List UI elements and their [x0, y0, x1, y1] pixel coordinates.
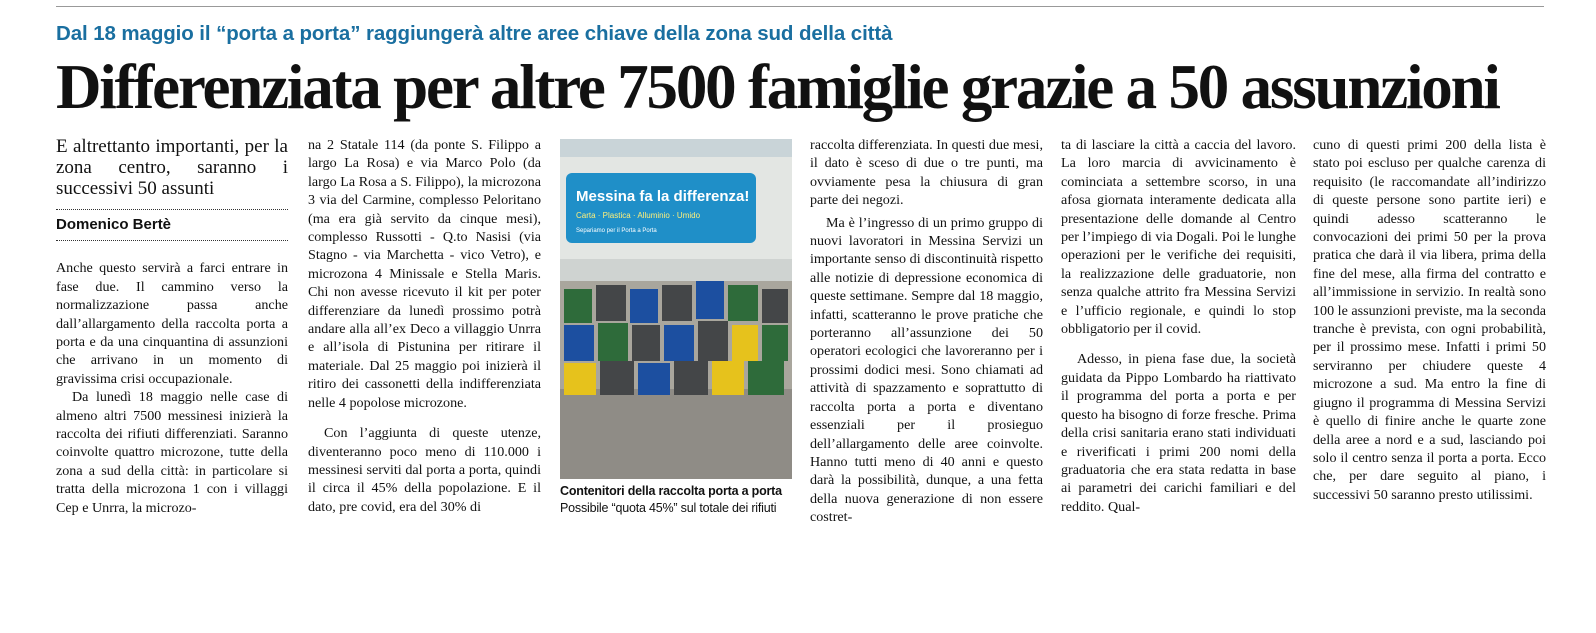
dotted-divider — [56, 209, 288, 210]
photo-banner-subtext: Carta · Plastica · Alluminio · Umido — [576, 211, 701, 220]
column-2 — [308, 136, 541, 516]
paragraph: Ma è l’ingresso di un primo gruppo di nuovi lavoratori in Messina Servizi un importante senso di discontinuità rispetto alle notizie di depressione economica di queste settimane. Sempre dal 18 maggio, infatti, scatteranno le prove pratiche che porteranno all’assunzione dei 50 operatori ecologici che lavoreranno per i prossimi dodici mesi. Sono chiamati ad attività di spazzamento e soprattutto di raccolta porta a porta e diventano essenziali per il prosieguo dell’allargamento delle aree coinvolte. Hanno tutti meno di 40 anni e questo darà la possibilità, dunque, a una fetta della nuova generazione di non essere costret- — [810, 214, 1043, 526]
article-author: Domenico Bertè — [56, 216, 172, 233]
photo-banner-text: Messina fa la differenza! — [576, 188, 750, 205]
bin — [732, 325, 758, 361]
bin — [638, 363, 670, 395]
bin — [596, 285, 626, 321]
photo-truck-stripe — [560, 259, 792, 281]
bin — [698, 321, 728, 361]
article-photo — [560, 139, 792, 479]
dotted-divider — [56, 240, 288, 241]
bin — [630, 289, 658, 323]
bin — [664, 325, 694, 361]
column-3 — [810, 136, 1043, 527]
paragraph: Anche questo servirà a farci entrare in fase due. Il cammino verso la normalizzazione passa anche dall’allargamento della raccolta porta a porta e da una cinquantina di assunzioni che arrivano in un momento di gravissima crisi occupazionale. — [56, 260, 288, 387]
bin — [748, 361, 784, 395]
bin — [712, 361, 744, 395]
column-5 — [1313, 136, 1546, 504]
photo-ground — [560, 389, 792, 479]
bin — [600, 361, 634, 395]
bin — [564, 363, 596, 395]
bin — [762, 289, 788, 323]
column-1 — [56, 136, 288, 517]
photo-caption-title: Contenitori della raccolta porta a porta — [560, 484, 782, 498]
photo-caption-text: Possibile “quota 45%” sul totale dei rifiuti — [560, 501, 777, 515]
paragraph: Con l’aggiunta di queste utenze, diventeranno poco meno di 110.000 i messinesi serviti dal porta a porta, quindi il circa il 45% della popolazione. E il dato, pre covid, era del 30% di — [308, 425, 541, 515]
bin — [762, 325, 788, 361]
bin — [662, 285, 692, 321]
paragraph: na 2 Statale 114 (da ponte S. Filippo a largo La Rosa) e via Marco Polo (da largo La Rosa a S. Filippo), la microzona 3 via del Carmine, complesso Peloritano (ma era già servito da cinque mesi), complesso Russotti - Q.to Nasisi (via Stagno - via Marchetta - vico Vetro), e microzona 4 Minissale e Stella Maris. Chi non avesse ricevuto il kit per poter differenziare da lunedì prossimo potrà andare alla all’ex Deco a villaggio Unrra e all’isola di Pistunina per ritirare il materiale. Dal 25 maggio poi inizierà il ritiro dei cassonetti della indifferenziata nelle 4 popolose microzone. — [308, 137, 541, 411]
paragraph: Da lunedì 18 maggio nelle case di almeno altri 7500 messinesi inizierà la raccolta dei rifiuti differenziati. Saranno coinvolte quattro microzone, tutte della zona a sud della città: in particolare si tratta della microzona 1 con i villaggi Cep e Unrra, la microzo- — [56, 389, 288, 516]
article-headline: Differenziata per altre 7500 famiglie grazie a 50 assunzioni — [56, 52, 1499, 122]
bin — [728, 285, 758, 321]
waste-bins — [564, 281, 788, 395]
article-kicker: Dal 18 maggio il “porta a porta” raggiungerà altre aree chiave della zona sud della città — [56, 22, 893, 45]
paragraph: cuno di questi primi 200 della lista è stato poi escluso per qualche carenza di requisito (le raccomandate all’indirizzo di queste persone sono partite ieri) e quindi adesso scatteranno le convocazioni dei primi 50 per la prova pratica che darà il via libera, prima della fine del mese, alla firma del contratto e all’immissione in servizio. In realtà sono 100 le assunzioni previste, ma la seconda tranche è prevista, con ogni probabilità, per il prossimo mese. Infatti i primi 50 serviranno per chiudere queste 4 microzone a sud. Ma entro la fine di giugno il programma di Messina Servizi è quello di finire anche le quarte zone della aree a nord e a sud, lasciando poi solo il centro senza il porta a porta. Ecco che, per dare seguito al piano, i successivi 50 saranno presto utilissimi. — [1313, 137, 1546, 503]
photo-banner-note: Separiamo per il Porta a Porta — [576, 228, 657, 234]
bin — [598, 323, 628, 361]
article-subheading: E altrettanto importanti, per la zona centro, saranno i successivi 50 assunti — [56, 136, 288, 199]
bin — [564, 325, 594, 361]
bin — [674, 361, 708, 395]
column-4 — [1061, 136, 1296, 516]
paragraph: raccolta differenziata. In questi due mesi, il dato è sceso di due o tre punti, ma ovviamente pesa la chiusura di gran parte dei negozi. — [810, 137, 1043, 209]
bin — [696, 281, 724, 319]
top-rule — [56, 6, 1544, 7]
bin — [564, 289, 592, 323]
bin — [632, 325, 660, 361]
paragraph: ta di lasciare la città a caccia del lavoro. La loro marcia di avvicinamento è cominciata a settembre scorso, in una afosa giornata interamente dedicata alla presentazione delle domande al Centro per l’impiego di via Dogali. Poi le lunghe operazioni per le verifiche dei requisiti, la realizzazione delle graduatorie, non senza qualche attrito fra Messina Servizi e l’ufficio regionale, e quindi lo stop obbligatorio per il covid. — [1061, 137, 1296, 338]
paragraph: Adesso, in piena fase due, la società guidata da Pippo Lombardo ha riattivato il programma del porta a porta e per questo ha bisogno di forze fresche. Prima della crisi sanitaria erano stati individuati e riverificati i primi 200 nomi della graduatoria che era stata redatta in base ai parametri dei carichi familiari e del reddito. Qual- — [1061, 351, 1296, 515]
